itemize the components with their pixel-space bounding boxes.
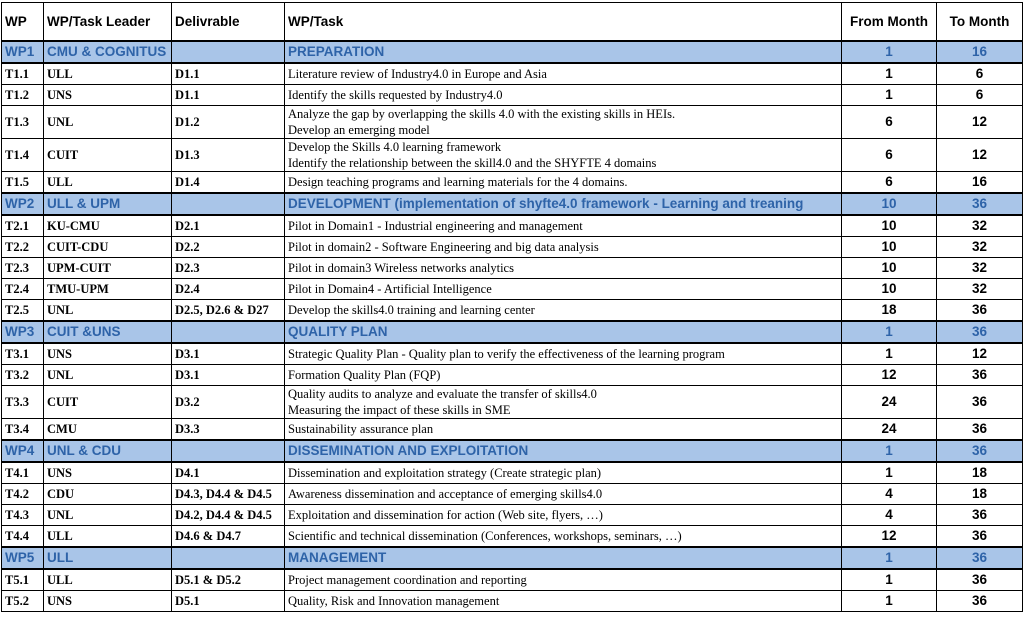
task-row xyxy=(2,139,1023,172)
task-row xyxy=(2,258,1023,279)
wp-deliverable xyxy=(172,41,285,63)
task-deliverable: D4.6 & D4.7 xyxy=(172,526,285,548)
task-leader: TMU-UPM xyxy=(44,279,172,300)
task-leader: UNL xyxy=(44,106,172,139)
wp-id: WP4 xyxy=(2,440,44,462)
task-deliverable: D2.5, D2.6 & D27 xyxy=(172,300,285,322)
task-leader: CUIT-CDU xyxy=(44,237,172,258)
task-description-line: Measuring the impact of these skills in SME xyxy=(288,403,511,417)
wp-deliverable xyxy=(172,547,285,569)
task-to-month: 12 xyxy=(937,106,1023,139)
task-id: T1.2 xyxy=(2,85,44,106)
wp-to-month: 36 xyxy=(937,547,1023,569)
task-deliverable: D1.1 xyxy=(172,63,285,85)
task-to-month: 18 xyxy=(937,484,1023,505)
task-description-line: Design teaching programs and learning materials for the 4 domains. xyxy=(288,175,628,189)
task-from-month: 1 xyxy=(842,462,937,484)
task-to-month: 36 xyxy=(937,419,1023,441)
task-deliverable: D4.3, D4.4 & D4.5 xyxy=(172,484,285,505)
task-to-month: 32 xyxy=(937,258,1023,279)
task-to-month: 36 xyxy=(937,300,1023,322)
task-to-month: 18 xyxy=(937,462,1023,484)
task-id: T4.4 xyxy=(2,526,44,548)
task-id: T3.1 xyxy=(2,343,44,365)
task-from-month: 10 xyxy=(842,215,937,237)
task-leader: ULL xyxy=(44,63,172,85)
task-id: T3.4 xyxy=(2,419,44,441)
task-deliverable: D2.3 xyxy=(172,258,285,279)
wp-to-month: 36 xyxy=(937,440,1023,462)
task-deliverable: D3.3 xyxy=(172,419,285,441)
task-id: T4.3 xyxy=(2,505,44,526)
task-to-month: 36 xyxy=(937,386,1023,419)
task-to-month: 6 xyxy=(937,63,1023,85)
wp-from-month: 1 xyxy=(842,41,937,63)
task-to-month: 12 xyxy=(937,343,1023,365)
task-row xyxy=(2,505,1023,526)
task-to-month: 12 xyxy=(937,139,1023,172)
task-leader: ULL xyxy=(44,569,172,591)
task-id: T1.4 xyxy=(2,139,44,172)
task-deliverable: D4.1 xyxy=(172,462,285,484)
task-to-month: 6 xyxy=(937,85,1023,106)
work-plan-table xyxy=(1,2,1023,612)
header-task: WP/Task xyxy=(285,3,842,42)
task-description-line: Awareness dissemination and acceptance of emerging skills4.0 xyxy=(288,487,603,501)
task-leader: KU-CMU xyxy=(44,215,172,237)
task-id: T3.2 xyxy=(2,365,44,386)
task-description xyxy=(285,386,842,419)
wp-leader: ULL xyxy=(44,547,172,569)
wp-to-month: 16 xyxy=(937,41,1023,63)
task-row xyxy=(2,365,1023,386)
task-from-month: 6 xyxy=(842,106,937,139)
task-to-month: 32 xyxy=(937,279,1023,300)
task-description-line: Sustainability assurance plan xyxy=(288,422,434,436)
task-leader: CMU xyxy=(44,419,172,441)
task-leader: UNL xyxy=(44,300,172,322)
header-row xyxy=(2,3,1023,42)
task-description-line: Exploitation and dissemination for action (Web site, flyers, …) xyxy=(288,508,603,522)
task-id: T1.5 xyxy=(2,172,44,194)
task-from-month: 10 xyxy=(842,279,937,300)
wp-row xyxy=(2,547,1023,569)
wp-title: PREPARATION xyxy=(285,41,842,63)
task-description xyxy=(285,419,842,441)
task-description xyxy=(285,215,842,237)
task-leader: UPM-CUIT xyxy=(44,258,172,279)
task-from-month: 18 xyxy=(842,300,937,322)
task-row xyxy=(2,237,1023,258)
task-deliverable: D5.1 xyxy=(172,591,285,612)
task-row xyxy=(2,63,1023,85)
task-id: T3.3 xyxy=(2,386,44,419)
wp-row xyxy=(2,41,1023,63)
wp-leader: ULL & UPM xyxy=(44,193,172,215)
wp-title: QUALITY PLAN xyxy=(285,321,842,343)
task-row xyxy=(2,591,1023,612)
wp-row xyxy=(2,193,1023,215)
task-from-month: 1 xyxy=(842,569,937,591)
wp-row xyxy=(2,440,1023,462)
task-to-month: 16 xyxy=(937,172,1023,194)
task-row xyxy=(2,172,1023,194)
task-description xyxy=(285,526,842,548)
wp-from-month: 1 xyxy=(842,440,937,462)
task-from-month: 1 xyxy=(842,63,937,85)
task-leader: UNS xyxy=(44,591,172,612)
task-id: T2.4 xyxy=(2,279,44,300)
task-deliverable: D2.4 xyxy=(172,279,285,300)
task-description xyxy=(285,591,842,612)
task-row xyxy=(2,215,1023,237)
wp-id: WP3 xyxy=(2,321,44,343)
task-leader: CUIT xyxy=(44,386,172,419)
task-leader: CDU xyxy=(44,484,172,505)
wp-id: WP5 xyxy=(2,547,44,569)
wp-title: DISSEMINATION AND EXPLOITATION xyxy=(285,440,842,462)
task-description-line: Dissemination and exploitation strategy (Create strategic plan) xyxy=(288,466,602,480)
wp-row xyxy=(2,321,1023,343)
task-row xyxy=(2,526,1023,548)
task-id: T2.1 xyxy=(2,215,44,237)
task-from-month: 6 xyxy=(842,139,937,172)
task-description xyxy=(285,343,842,365)
task-deliverable: D3.2 xyxy=(172,386,285,419)
task-to-month: 36 xyxy=(937,526,1023,548)
wp-from-month: 1 xyxy=(842,547,937,569)
task-from-month: 12 xyxy=(842,526,937,548)
wp-to-month: 36 xyxy=(937,193,1023,215)
task-leader: ULL xyxy=(44,172,172,194)
header-from-month: From Month xyxy=(842,3,937,42)
task-description xyxy=(285,484,842,505)
task-description-line: Pilot in Domain4 - Artificial Intelligence xyxy=(288,282,492,296)
task-leader: UNL xyxy=(44,505,172,526)
task-row xyxy=(2,300,1023,322)
task-description-line: Scientific and technical dissemination (Conferences, workshops, seminars, …) xyxy=(288,529,682,543)
task-to-month: 36 xyxy=(937,591,1023,612)
task-to-month: 36 xyxy=(937,569,1023,591)
task-from-month: 1 xyxy=(842,591,937,612)
task-to-month: 36 xyxy=(937,365,1023,386)
wp-title: DEVELOPMENT (implementation of shyfte4.0 framework - Learning and treaning xyxy=(285,193,842,215)
task-description-line: Pilot in domain2 - Software Engineering and big data analysis xyxy=(288,240,599,254)
task-row xyxy=(2,343,1023,365)
wp-deliverable xyxy=(172,440,285,462)
header-wp: WP xyxy=(2,3,44,42)
task-leader: UNS xyxy=(44,85,172,106)
task-description-line: Quality audits to analyze and evaluate the transfer of skills4.0 xyxy=(288,387,597,401)
header-to-month: To Month xyxy=(937,3,1023,42)
header-deliverable: Delivrable xyxy=(172,3,285,42)
task-row xyxy=(2,419,1023,441)
task-deliverable: D1.4 xyxy=(172,172,285,194)
wp-to-month: 36 xyxy=(937,321,1023,343)
task-description-line: Project management coordination and reporting xyxy=(288,573,527,587)
task-description xyxy=(285,172,842,194)
task-description xyxy=(285,279,842,300)
task-leader: UNS xyxy=(44,343,172,365)
header-leader: WP/Task Leader xyxy=(44,3,172,42)
task-description-line: Analyze the gap by overlapping the skills 4.0 with the existing skills in HEIs. xyxy=(288,107,676,121)
wp-id: WP2 xyxy=(2,193,44,215)
task-from-month: 1 xyxy=(842,85,937,106)
task-description xyxy=(285,365,842,386)
task-leader: UNL xyxy=(44,365,172,386)
wp-id: WP1 xyxy=(2,41,44,63)
task-id: T5.1 xyxy=(2,569,44,591)
task-from-month: 4 xyxy=(842,484,937,505)
task-row xyxy=(2,106,1023,139)
task-description-line: Develop an emerging model xyxy=(288,123,430,137)
task-description xyxy=(285,569,842,591)
task-description xyxy=(285,462,842,484)
task-description-line: Identify the relationship between the skill4.0 and the SHYFTE 4 domains xyxy=(288,156,657,170)
task-deliverable: D1.1 xyxy=(172,85,285,106)
task-description-line: Pilot in Domain1 - Industrial engineering and management xyxy=(288,219,583,233)
task-row xyxy=(2,279,1023,300)
task-id: T1.1 xyxy=(2,63,44,85)
task-to-month: 32 xyxy=(937,215,1023,237)
wp-from-month: 10 xyxy=(842,193,937,215)
table-body xyxy=(2,41,1023,612)
task-description-line: Identify the skills requested by Industry4.0 xyxy=(288,88,503,102)
task-description xyxy=(285,237,842,258)
task-deliverable: D2.2 xyxy=(172,237,285,258)
task-from-month: 12 xyxy=(842,365,937,386)
wp-deliverable xyxy=(172,321,285,343)
wp-title: MANAGEMENT xyxy=(285,547,842,569)
task-deliverable: D5.1 & D5.2 xyxy=(172,569,285,591)
task-description xyxy=(285,300,842,322)
task-deliverable: D1.3 xyxy=(172,139,285,172)
task-description xyxy=(285,106,842,139)
task-leader: ULL xyxy=(44,526,172,548)
task-deliverable: D3.1 xyxy=(172,343,285,365)
task-leader: CUIT xyxy=(44,139,172,172)
task-deliverable: D1.2 xyxy=(172,106,285,139)
task-id: T5.2 xyxy=(2,591,44,612)
task-deliverable: D2.1 xyxy=(172,215,285,237)
task-id: T2.3 xyxy=(2,258,44,279)
task-from-month: 24 xyxy=(842,419,937,441)
task-id: T4.2 xyxy=(2,484,44,505)
task-description-line: Formation Quality Plan (FQP) xyxy=(288,368,441,382)
task-from-month: 4 xyxy=(842,505,937,526)
task-from-month: 10 xyxy=(842,237,937,258)
task-description-line: Quality, Risk and Innovation management xyxy=(288,594,500,608)
task-description-line: Literature review of Industry4.0 in Europe and Asia xyxy=(288,67,547,81)
task-to-month: 36 xyxy=(937,505,1023,526)
wp-from-month: 1 xyxy=(842,321,937,343)
task-description xyxy=(285,63,842,85)
wp-leader: CUIT &UNS xyxy=(44,321,172,343)
wp-deliverable xyxy=(172,193,285,215)
task-row xyxy=(2,386,1023,419)
task-deliverable: D3.1 xyxy=(172,365,285,386)
task-row xyxy=(2,462,1023,484)
task-row xyxy=(2,85,1023,106)
task-description xyxy=(285,258,842,279)
task-description xyxy=(285,139,842,172)
task-id: T2.2 xyxy=(2,237,44,258)
wp-leader: UNL & CDU xyxy=(44,440,172,462)
task-from-month: 10 xyxy=(842,258,937,279)
task-from-month: 24 xyxy=(842,386,937,419)
task-id: T2.5 xyxy=(2,300,44,322)
task-row xyxy=(2,569,1023,591)
task-leader: UNS xyxy=(44,462,172,484)
task-description-line: Pilot in domain3 Wireless networks analytics xyxy=(288,261,514,275)
task-deliverable: D4.2, D4.4 & D4.5 xyxy=(172,505,285,526)
task-description-line: Strategic Quality Plan - Quality plan to verify the effectiveness of the learning program xyxy=(288,347,725,361)
task-row xyxy=(2,484,1023,505)
task-from-month: 1 xyxy=(842,343,937,365)
task-description-line: Develop the Skills 4.0 learning framework xyxy=(288,140,502,154)
task-description xyxy=(285,505,842,526)
task-description xyxy=(285,85,842,106)
task-to-month: 32 xyxy=(937,237,1023,258)
task-description-line: Develop the skills4.0 training and learning center xyxy=(288,303,535,317)
wp-leader: CMU & COGNITUS xyxy=(44,41,172,63)
task-from-month: 6 xyxy=(842,172,937,194)
task-id: T4.1 xyxy=(2,462,44,484)
task-id: T1.3 xyxy=(2,106,44,139)
